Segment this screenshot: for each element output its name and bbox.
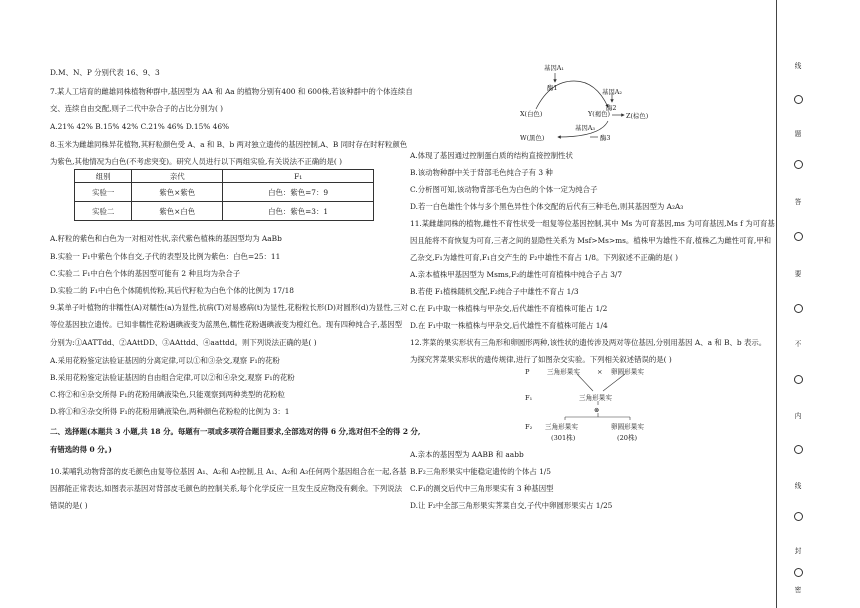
question-10-line: 错误的是( ) — [50, 501, 88, 510]
selfing-symbol: ⊗ — [594, 406, 600, 414]
binding-char: 线 — [794, 62, 802, 70]
option-line: D.若一白色雄性个体与多个黑色异性个体交配的后代有三种毛色,则其基因型为 A₂A₃ — [410, 202, 684, 211]
z-tan-label: Z(棕色) — [626, 112, 649, 120]
option-line: C.在 F₁中取一株植株与甲杂交,后代雄性不育植株可能占 1/2 — [410, 304, 608, 313]
binding-circle — [790, 304, 806, 313]
question-10-line: 因都能正常表达,如图表示基因对背部皮毛颜色的控制关系,每个化学反应一旦发生反应物没有剩余。下列说法 — [50, 484, 403, 493]
binding-circle — [790, 232, 806, 241]
question-9-line: 9.某单子叶植物的非糯性(A)对糯性(a)为显性,抗病(T)对易感病(t)为显性,花粉粒长形(D)对圆形(d)为显性,三对 — [50, 303, 408, 312]
option-line: B.若使 F₁植株随机交配,F₂纯合子中雄性不育占 1/3 — [410, 287, 579, 296]
binding-char: 答 — [794, 198, 802, 206]
binding-char: 要 — [794, 270, 802, 278]
table-header: 亲代 — [132, 170, 223, 183]
binding-char: 封 — [794, 547, 802, 555]
table-header: F₁ — [223, 170, 374, 183]
option-line: C.实验二 F₁中白色个体的基因型可能有 2 种且均为杂合子 — [50, 269, 241, 278]
option-line: C.将②和④杂交所得 F₁的花粉用碘液染色,只能观察到两种类型的花粉粒 — [50, 390, 285, 399]
question-12-line: 为探究荠菜果实形状的遗传规律,进行了如图杂交实验。下列相关叙述错误的是( ) — [410, 355, 672, 364]
experiment-table — [74, 169, 374, 221]
question-9-line: 分别为:①AATTdd、②AAttDD、③AAttdd、④aattdd。则下列说法正确的是( ) — [50, 338, 317, 347]
binding-char: 内 — [794, 412, 802, 420]
cross-diagram — [505, 365, 685, 445]
gene-a1-label: 基因A₁ — [544, 64, 564, 72]
gene-a2-label: 基因A₂ — [602, 88, 622, 96]
f2-label: F₂ — [525, 423, 533, 431]
binding-char: 密 — [794, 586, 802, 594]
binding-circle — [790, 375, 806, 384]
question-11-line: 乙杂交,F₁为雄性可育,F₁自交产生的 F₂中雄性不育占 1/8。下列叙述不正确的是( ) — [410, 253, 679, 262]
parent2-label: 卵圆形果实 — [611, 368, 644, 376]
section-heading: 二、选择题(本题共 3 小题,共 18 分。每题有一项或多项符合题目要求,全部选对的得 6 分,选对但不全的得 2 分, — [50, 427, 421, 436]
binding-circle — [790, 512, 806, 521]
option-line: A.籽粒的紫色和白色为一对相对性状,亲代紫色植株的基因型均为 AaBb — [50, 234, 282, 243]
table-cell: 紫色×紫色 — [132, 183, 223, 202]
option-line: C.分析图可知,该动物背部毛色为白色的个体一定为纯合子 — [410, 185, 598, 194]
y-brown-label: Y(褐色) — [588, 110, 610, 118]
pigment-pathway-diagram — [520, 63, 670, 148]
f1-phenotype-label: 三角形果实 — [579, 394, 612, 402]
question-9-line: 等位基因独立遗传。已知非糯性花粉遇碘液变为蓝黑色,糯性花粉遇碘液变为橙红色。现有四种纯合子,基因型 — [50, 320, 403, 329]
binding-circle — [790, 445, 806, 454]
table-cell: 紫色×白色 — [132, 202, 223, 221]
f2-phenotype2-label: 卵圆形果实 — [611, 423, 644, 431]
option-line: A.亲本的基因型为 AABB 和 aabb — [410, 450, 524, 459]
binding-char: 题 — [794, 130, 802, 138]
binding-circle — [790, 568, 806, 577]
option-line: B.采用花粉鉴定法验证基因的自由组合定律,可以②和④杂交,观察 F₁的花粉 — [50, 373, 295, 382]
option-line: B.该动物种群中关于背部毛色纯合子有 3 种 — [410, 168, 553, 177]
f2-count1-label: (301株) — [551, 434, 576, 442]
text-line: D.M、N、P 分别代表 16、9、3 — [50, 68, 160, 77]
option-line: A.体现了基因通过控制蛋白质的结构直接控制性状 — [410, 151, 573, 160]
enzyme1-label: 酶1 — [547, 84, 558, 92]
binding-line — [776, 0, 777, 608]
question-12-line: 12.荠菜的果实形状有三角形和卵圆形两种,该性状的遗传涉及两对等位基因,分别用基因 A、a 和 B、b 表示。 — [410, 338, 767, 347]
parent1-label: 三角形果实 — [547, 368, 580, 376]
p-label: P — [525, 368, 530, 376]
table-cell: 白色：紫色=3：1 — [223, 202, 374, 221]
table-cell: 实验二 — [75, 202, 132, 221]
option-line: B.F₂三角形果实中能稳定遗传的个体占 1/5 — [410, 467, 551, 476]
enzyme3-label: 酶3 — [600, 134, 611, 142]
binding-char: 线 — [794, 482, 802, 490]
w-black-label: W(黑色) — [520, 134, 545, 142]
f1-label: F₁ — [525, 394, 533, 402]
option-line: C.F₁的测交后代中三角形果实有 3 种基因型 — [410, 484, 554, 493]
gene-a3-label: 基因A₃ — [575, 124, 595, 132]
option-line: D.让 F₂中全部三角形果实荠菜自交,子代中卵圆形果实占 1/25 — [410, 501, 613, 510]
question-8-line: 8.玉米为雌雄同株异花植物,其籽粒颜色受 A、a 和 B、b 两对独立遗传的基因控制,A、B 同时存在时籽粒颜色 — [50, 140, 408, 149]
binding-char: 不 — [794, 340, 802, 348]
table-cell: 白色：紫色=7：9 — [223, 183, 374, 202]
binding-circle — [790, 95, 806, 104]
option-line: A.采用花粉鉴定法验证基因的分离定律,可以①和③杂交,观察 F₁的花粉 — [50, 356, 280, 365]
question-7-options: A.21% 42% B.15% 42% C.21% 46% D.15% 46% — [50, 122, 230, 131]
f2-phenotype1-label: 三角形果实 — [545, 423, 578, 431]
table-cell: 实验一 — [75, 183, 132, 202]
x-white-label: X(白色) — [520, 110, 543, 118]
question-7-line: 7.某人工培育的雌雄同株植物种群中,基因型为 AA 和 Aa 的植物分别有400 和 600株,若该种群中的个体连续自 — [50, 87, 413, 96]
option-line: D.实验二的 F₁中白色个体随机传粉,其后代籽粒为白色个体的比例为 17/18 — [50, 286, 294, 295]
section-heading: 有错选的得 0 分。) — [50, 445, 112, 454]
table-header: 组别 — [75, 170, 132, 183]
question-8-line: 为紫色,其他情况为白色(不考虑突变)。研究人员进行以下两组实验,有关说法不正确的是( ) — [50, 157, 343, 166]
option-line: B.实验一 F₁中紫色个体自交,子代的表型及比例为紫色：白色=25：11 — [50, 252, 281, 261]
enzyme2-label: 酶2 — [606, 104, 617, 112]
cross-symbol: × — [597, 368, 603, 376]
question-7-line: 交、连续自由交配,则子二代中杂合子的占比分别为( ) — [50, 104, 224, 113]
option-line: A.亲本植株甲基因型为 Msms,F₂的雄性可育植株中纯合子占 3/7 — [410, 270, 623, 279]
binding-circle — [790, 160, 806, 169]
option-line: D.在 F₁中取一株植株与甲杂交,后代雄性不育植株可能占 1/4 — [410, 321, 608, 330]
question-10-line: 10.某哺乳动物背部的皮毛颜色由复等位基因 A₁、A₂和 A₃控制,且 A₁、A₂和 A₃任何两个基因组合在一起,各基 — [50, 467, 407, 476]
option-line: D.将①和④杂交所得 F₁的花粉用碘液染色,两种颜色花粉粒的比例为 3：1 — [50, 407, 290, 416]
f2-count2-label: (20株) — [617, 434, 638, 442]
question-11-line: 11.某雌雄同株的植物,雌性不育性状受一组复等位基因控制,其中 Ms 为可育基因,ms 为可育基因,Ms f 为可育基 — [410, 219, 775, 228]
question-11-line: 因且能将不育恢复为可育,三者之间的显隐性关系为 Msf>Ms>ms。植株甲为雄性不育,植株乙为雌性可育,甲和 — [410, 236, 772, 245]
